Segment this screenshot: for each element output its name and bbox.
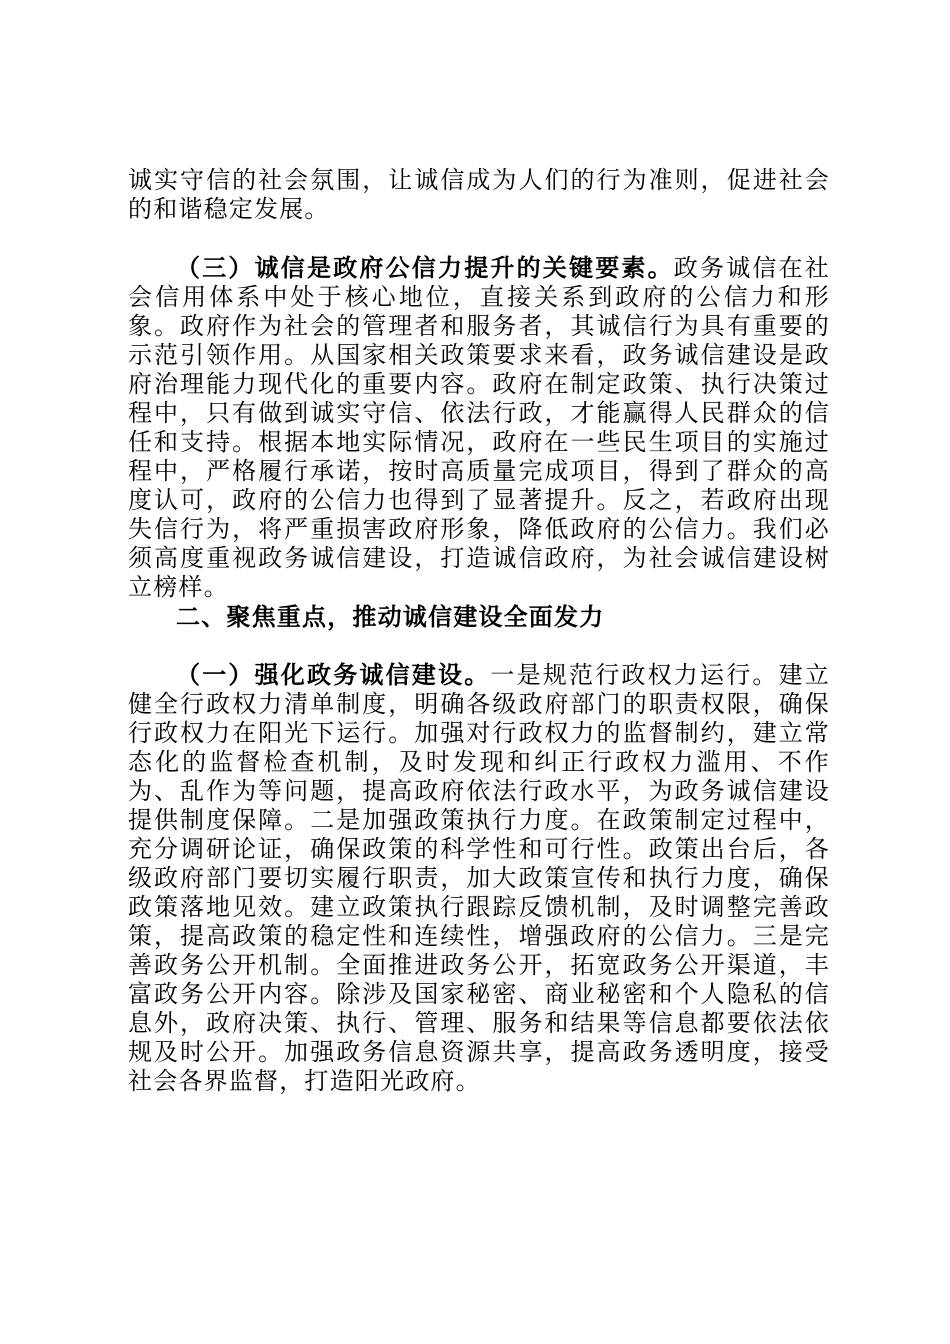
- section-heading: 二、聚焦重点，推动诚信建设全面发力: [176, 602, 605, 631]
- paragraph-text: 政务诚信在社会信用体系中处于核心地位，直接关系到政府的公信力和形象。政府作为社会的管理者和服务者，其诚信行为具有重要的示范引领作用。从国家相关政策要求来看，政务诚信建设是政府治理能力现代化的重要内容。政府在制定政策、执行决策过程中，只有做到诚实守信、依法行政，才能赢得人民群众的信任和支持。根据本地实际情况，政府在一些民生项目的实施过程中，严格履行承诺，按时高质量完成项目，得到了群众的高度认可，政府的公信力也得到了显著提升。反之，若政府出现失信行为，将严重损害政府形象，降低政府的公信力。我们必须高度重视政务诚信建设，打造诚信政府，为社会诚信建设树立榜样。: [128, 254, 830, 601]
- paragraph-lead: （三）诚信是政府公信力提升的关键要素。: [176, 253, 674, 282]
- paragraph-government-integrity: [128, 660, 830, 1096]
- document-body: [128, 166, 830, 1096]
- paragraph-continued: [128, 166, 830, 224]
- paragraph-credibility: [128, 253, 830, 602]
- paragraph-text: 一是规范行政权力运行。建立健全行政权力清单制度，明确各级政府部门的职责权限，确保行政权力在阳光下运行。加强对行政权力的监督制约，建立常态化的监督检查机制，及时发现和纠正行政权力滥用、不作为、乱作为等问题，提高政府依法行政水平，为政务诚信建设提供制度保障。二是加强政策执行力度。在政策制定过程中，充分调研论证，确保政策的科学性和可行性。政策出台后，各级政府部门要切实履行职责，加大政策宣传和执行力度，确保政策落地见效。建立政策执行跟踪反馈机制，及时调整完善政策，提高政策的稳定性和连续性，增强政府的公信力。三是完善政务公开机制。全面推进政务公开，拓宽政务公开渠道，丰富政务公开内容。除涉及国家秘密、商业秘密和个人隐私的信息外，政府决策、执行、管理、服务和结果等信息都要依法依规及时公开。加强政务信息资源共享，提高政务透明度，接受社会各界监督，打造阳光政府。: [128, 661, 830, 1095]
- paragraph-lead: （一）强化政务诚信建设。: [176, 660, 491, 689]
- paragraph-text: 诚实守信的社会氛围，让诚信成为人们的行为准则，促进社会的和谐稳定发展。: [128, 166, 830, 223]
